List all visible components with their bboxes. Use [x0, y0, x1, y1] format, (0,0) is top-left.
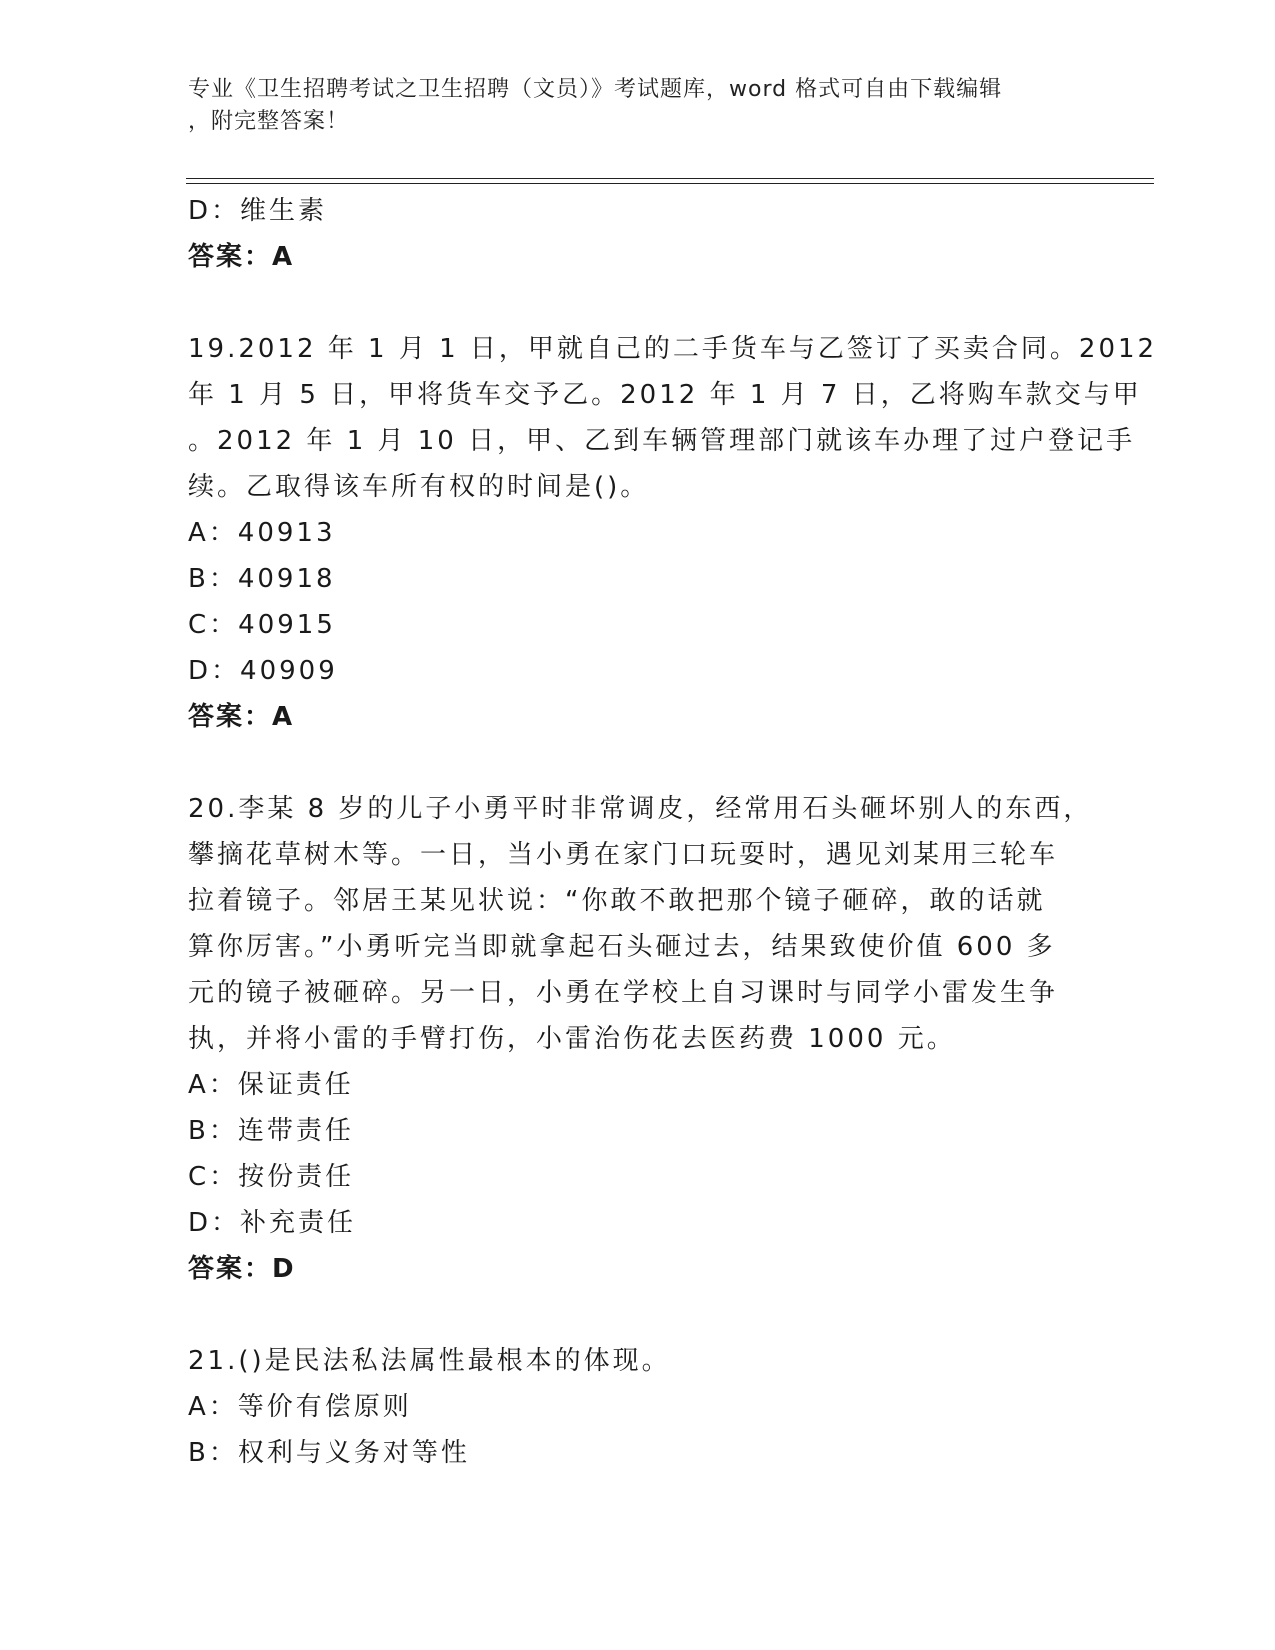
question-content — [188, 188, 1158, 1476]
spacer — [188, 740, 1088, 786]
q20-stem-line: 拉着镜子。邻居王某见状说：“你敢不敢把那个镜子砸碎，敢的话就 — [188, 886, 1046, 916]
q20-stem-line: 攀摘花草树木等。一日，当小勇在家门口玩耍时，遇见刘某用三轮车 — [188, 840, 1059, 870]
q21-option-b: B：权利与义务对等性 — [188, 1438, 470, 1468]
question-19 — [188, 326, 1158, 740]
q20-stem-line: 20.李某 8 岁的儿子小勇平时非常调皮，经常用石头砸坏别人的东西， — [188, 794, 1093, 824]
q21-stem-line: 21.()是民法私法属性最根本的体现。 — [188, 1346, 671, 1376]
q19-stem-line: 。2012 年 1 月 10 日，甲、乙到车辆管理部门就该车办理了过户登记手 — [188, 426, 1136, 456]
page-header — [188, 74, 1088, 138]
q21-option-a: A：等价有偿原则 — [188, 1392, 412, 1422]
q20-stem-line: 元的镜子被砸碎。另一日，小勇在学校上自习课时与同学小雷发生争 — [188, 978, 1059, 1008]
header-divider — [186, 178, 1154, 184]
question-20 — [188, 786, 1093, 1292]
q19-option-a: A：40913 — [188, 518, 336, 548]
spacer — [188, 280, 1088, 326]
q19-option-c: C：40915 — [188, 610, 336, 640]
q19-option-d: D：40909 — [188, 656, 338, 686]
q19-stem-line: 年 1 月 5 日，甲将货车交予乙。2012 年 1 月 7 日，乙将购车款交与甲 — [188, 380, 1142, 410]
prev-answer: 答案：A — [188, 242, 295, 272]
prev-option-d: D：维生素 — [188, 196, 328, 226]
q19-stem-line: 续。乙取得该车所有权的时间是()。 — [188, 472, 650, 502]
q19-answer: 答案：A — [188, 702, 295, 732]
q20-stem-line: 算你厉害。”小勇听完当即就拿起石头砸过去，结果致使价值 600 多 — [188, 932, 1056, 962]
q20-stem-line: 执，并将小雷的手臂打伤，小雷治伤花去医药费 1000 元。 — [188, 1024, 956, 1054]
header-line-1: 专业《卫生招聘考试之卫生招聘（文员）》考试题库，word 格式可自由下载编辑 — [188, 77, 1003, 102]
q20-option-c: C：按份责任 — [188, 1162, 355, 1192]
q20-option-a: A：保证责任 — [188, 1070, 354, 1100]
question-21 — [188, 1338, 1088, 1476]
q20-option-b: B：连带责任 — [188, 1116, 354, 1146]
q20-answer: 答案：D — [188, 1254, 296, 1284]
q19-stem-line: 19.2012 年 1 月 1 日，甲就自己的二手货车与乙签订了买卖合同。2012 — [188, 334, 1158, 364]
q20-option-d: D：补充责任 — [188, 1208, 357, 1238]
spacer — [188, 1292, 1088, 1338]
header-line-2: ，附完整答案！ — [188, 109, 350, 134]
q19-option-b: B：40918 — [188, 564, 336, 594]
